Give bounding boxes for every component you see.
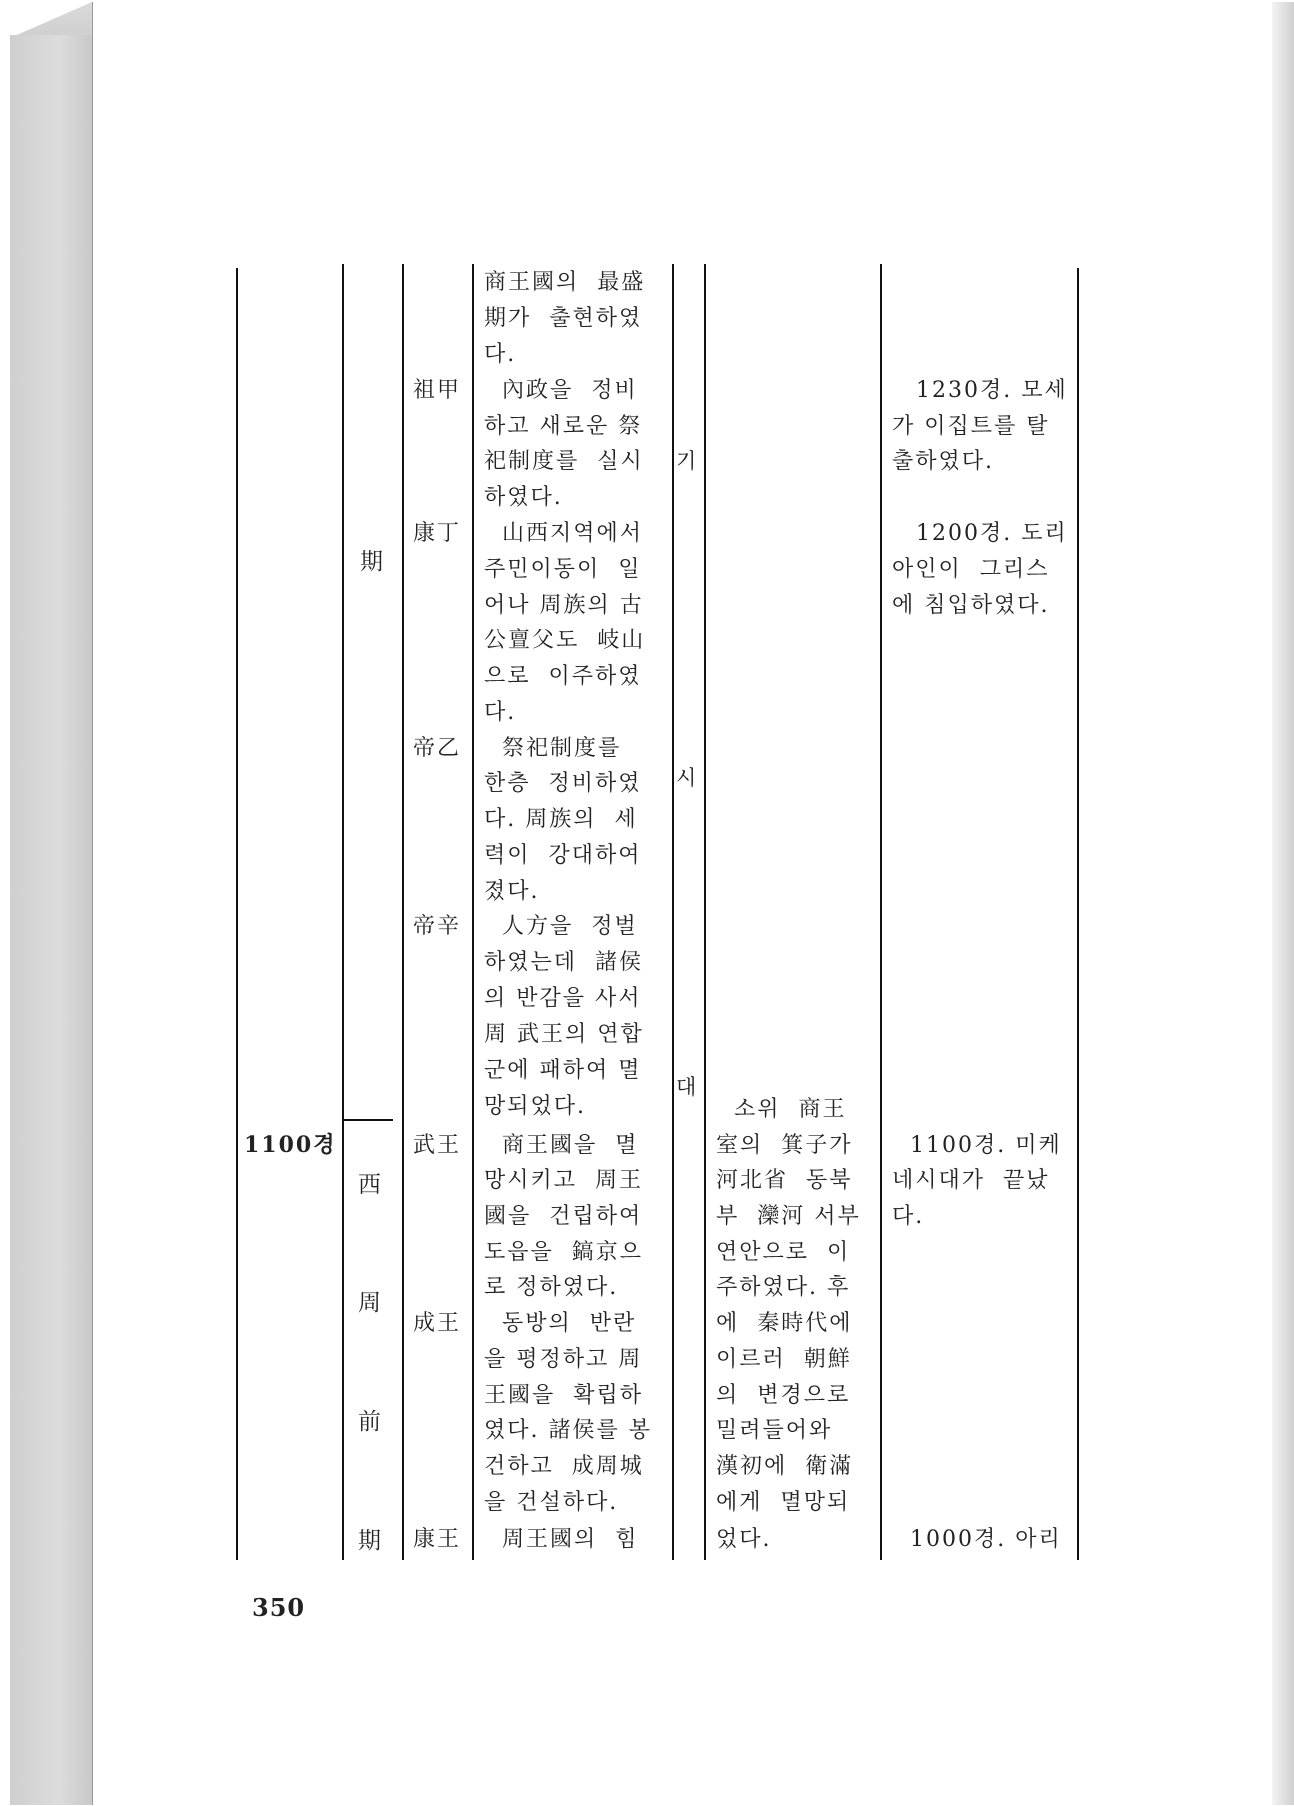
event-line: 한층 정비하였 (484, 771, 642, 796)
event-line: 內政을 정비 (484, 378, 638, 403)
event-line: 주민이동이 일 (484, 557, 642, 582)
western-zhou-char-2: 周 (358, 1290, 381, 1316)
world-event-line: 가 이집트를 탈 (892, 414, 1050, 439)
event-line: 公亶父도 岐山 (484, 628, 646, 653)
king-kangding: 康丁 (413, 521, 462, 546)
column-divider-5 (704, 264, 706, 1560)
event-line: 周 武王의 연합 (484, 1022, 644, 1047)
korea-period-char-3: 대 (676, 1075, 697, 1099)
event-line: 祀制度를 실시 (484, 449, 644, 474)
korea-event-line: 었다. (716, 1527, 772, 1552)
korea-event-line: 에 秦時代에 (716, 1311, 853, 1336)
event-line: 다. (484, 342, 517, 367)
column-divider-4 (672, 264, 674, 1560)
world-event-line: 네시대가 끝났 (892, 1168, 1050, 1193)
korea-event-line: 연안으로 이 (716, 1240, 851, 1265)
event-line: 다. (484, 700, 517, 725)
western-zhou-char-4: 期 (358, 1528, 381, 1554)
korea-period-char-1: 기 (676, 449, 697, 473)
event-line: 동방의 반란 (484, 1311, 637, 1336)
korea-event-line: 에게 멸망되 (716, 1490, 851, 1515)
event-line: 王國을 확립하 (484, 1383, 643, 1408)
event-line: 人方을 정벌 (484, 914, 638, 939)
korea-event-line: 漢初에 衛滿 (716, 1454, 854, 1479)
table-border-left (236, 268, 238, 1560)
king-kangwang: 康王 (413, 1527, 462, 1552)
event-line: 망되었다. (484, 1094, 587, 1119)
korea-event-line: 부 灤河 서부 (716, 1204, 861, 1229)
korea-period-char-2: 시 (676, 766, 697, 790)
event-line: 군에 패하여 멸 (484, 1058, 642, 1083)
world-event-line: 아인이 그리스 (892, 557, 1050, 582)
event-line: 다. 周族의 세 (484, 807, 638, 832)
event-line: 商王國의 最盛 (484, 270, 646, 295)
column-divider-1 (342, 264, 344, 1560)
event-line: 도읍을 鎬京으 (484, 1240, 643, 1265)
event-line: 로 정하였다. (484, 1275, 619, 1300)
event-line: 商王國을 멸 (484, 1133, 639, 1158)
world-event-line: 출하였다. (892, 449, 995, 474)
page-right-edge (1272, 2, 1294, 1805)
king-dixin: 帝辛 (413, 914, 462, 939)
king-diyi: 帝乙 (413, 736, 462, 761)
event-line: 山西지역에서 (484, 521, 643, 546)
korea-event-line: 이르러 朝鮮 (716, 1347, 852, 1372)
king-wuwang: 武王 (413, 1133, 462, 1158)
korea-event-line: 밀려들어와 (716, 1418, 833, 1443)
event-line: 하였다. (484, 485, 563, 510)
event-line: 國을 건립하여 (484, 1204, 643, 1229)
world-event-line: 1000경. 아리 (892, 1527, 1062, 1552)
event-line: 졌다. (484, 879, 540, 904)
world-event-line: 에 침입하였다. (892, 593, 1050, 618)
korea-event-line: 소위 商王 (716, 1097, 847, 1122)
event-line: 期가 출현하였 (484, 306, 643, 331)
world-event-line: 1100경. 미케 (892, 1133, 1062, 1158)
korea-event-line: 의 변경으로 (716, 1383, 851, 1408)
book-page (92, 2, 1289, 1805)
event-line: 의 반감을 사서 (484, 986, 642, 1011)
event-line: 망시키고 周王 (484, 1168, 643, 1193)
event-line: 력이 강대하여 (484, 843, 642, 868)
event-line: 하였는데 諸侯 (484, 950, 643, 975)
event-line: 을 건설하다. (484, 1490, 619, 1515)
world-event-line: 1230경. 모세 (916, 378, 1068, 403)
column-divider-3 (472, 264, 474, 1560)
event-line: 였다. 諸侯를 봉 (484, 1418, 652, 1443)
korea-event-line: 주하였다. 후 (716, 1275, 851, 1300)
world-event-line: 다. (892, 1204, 925, 1229)
period-label-top: 期 (360, 549, 383, 575)
event-line: 하고 새로운 祭 (484, 414, 643, 439)
western-zhou-char-3: 前 (358, 1409, 381, 1435)
event-line: 으로 이주하였 (484, 664, 642, 689)
event-line: 祭祀制度를 (484, 736, 622, 761)
event-line: 어나 周族의 古 (484, 593, 644, 618)
king-chengwang: 成王 (413, 1311, 462, 1336)
world-event-line: 1200경. 도리 (916, 521, 1068, 546)
event-line: 周王國의 힘 (484, 1527, 639, 1552)
column-divider-2 (402, 264, 404, 1560)
book-spine-edge (10, 35, 93, 1805)
korea-event-line: 河北省 동북 (716, 1168, 853, 1193)
page-number: 350 (252, 1593, 306, 1622)
western-zhou-char-1: 西 (358, 1172, 381, 1198)
event-line: 건하고 成周城 (484, 1454, 644, 1479)
table-border-right (1077, 268, 1079, 1560)
date-1100: 1100경 (244, 1132, 337, 1158)
period-divider-line (344, 1119, 393, 1121)
korea-event-line: 室의 箕子가 (716, 1133, 853, 1158)
king-zujia: 祖甲 (413, 378, 462, 403)
event-line: 을 평정하고 周 (484, 1347, 643, 1372)
column-divider-6 (880, 264, 882, 1560)
